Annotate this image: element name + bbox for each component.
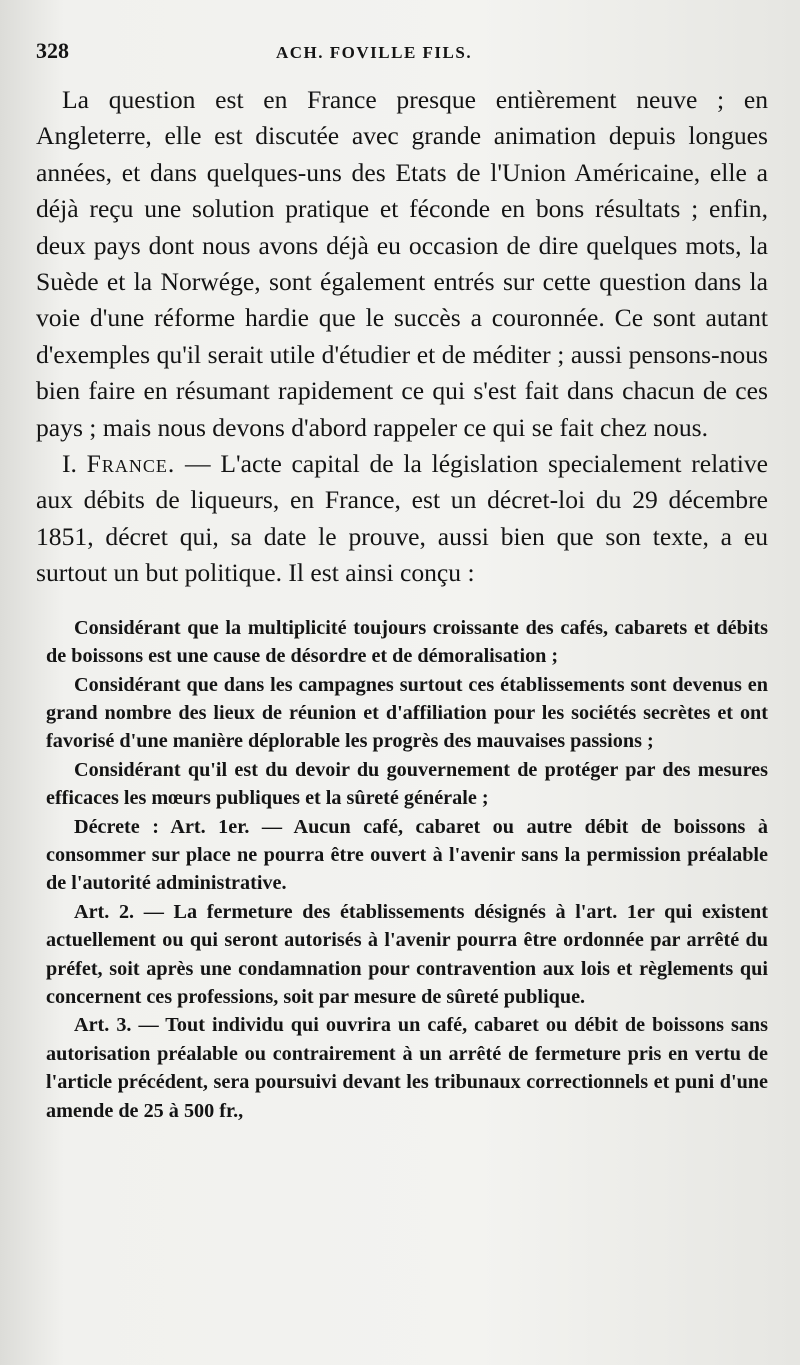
article-3: Art. 3. — Tout individu qui ouvrira un café, cabaret ou débit de boissons sans autorisation préalable ou contrairement à un arrêté de fermeture pris en vertu de l'article précédent, sera poursuivi devant les tribunaux correctionnels et puni d'une amende de 25 à 500 fr., <box>46 1014 768 1122</box>
decree-quote <box>36 614 768 1125</box>
running-title: ACH. FOVILLE FILS. <box>276 43 473 62</box>
section-name: France. <box>86 449 176 479</box>
paragraph-france <box>36 446 768 592</box>
article-1: Décrete : Art. 1er. — Aucun café, cabaret ou autre débit de boissons à consommer sur place ne pourra être ouvert à l'avenir sans la permission préalable de l'autorité administrative. <box>46 815 768 895</box>
paragraph-intro: La question est en France presque entièrement neuve ; en Angleterre, elle est discutée avec grande animation depuis longues années, et dans quelques-uns des Etats de l'Union Américaine, elle a déjà reçu une solution pratique et féconde en bons résultats ; enfin, deux pays dont nous avons déjà eu occasion de dire quelques mots, la Suède et la Norwége, sont également entrés sur cette question dans la voie d'une réforme hardie que le succès a couronnée. Ce sont autant d'exemples qu'il serait utile d'étudier et de méditer ; aussi pensons-nous bien faire en résumant rapidement ce qui s'est fait dans chacun de ces pays ; mais nous devons d'abord rappeler ce qui se fait chez nous. <box>36 85 768 442</box>
section-number: I. <box>62 449 77 479</box>
main-text <box>36 82 768 592</box>
page-number: 328 <box>36 38 69 63</box>
considerant-2: Considérant que dans les campagnes surtout ces établissements sont devenus en grand nombre des lieux de réunion et d'affiliation pour les sociétés secrètes et ont favorisé d'une manière déplorable les progrès des mauvaises passions ; <box>46 673 768 753</box>
paragraph-france-text: — L'acte capital de la législation specialement relative aux débits de liqueurs, en France, est un décret-loi du 29 décembre 1851, décret qui, sa date le prouve, aussi bien que son texte, a eu surtout un but politique. Il est ainsi conçu : <box>36 449 769 588</box>
article-2: Art. 2. — La fermeture des établissements désignés à l'art. 1er qui existent actuellement ou qui seront autorisés à l'avenir pourra être ordonnée par arrêté du préfet, soit après une condamnation pour contravention aux lois et règlements qui concernent ces professions, soit par mesure de sûreté publique. <box>46 900 768 1008</box>
considerant-1: Considérant que la multiplicité toujours croissante des cafés, cabarets et débits de boissons est une cause de désordre et de démoralisation ; <box>46 616 768 668</box>
considerant-3: Considérant qu'il est du devoir du gouvernement de protéger par des mesures efficaces les mœurs publiques et la sûreté générale ; <box>46 758 768 810</box>
page-header <box>36 38 768 72</box>
